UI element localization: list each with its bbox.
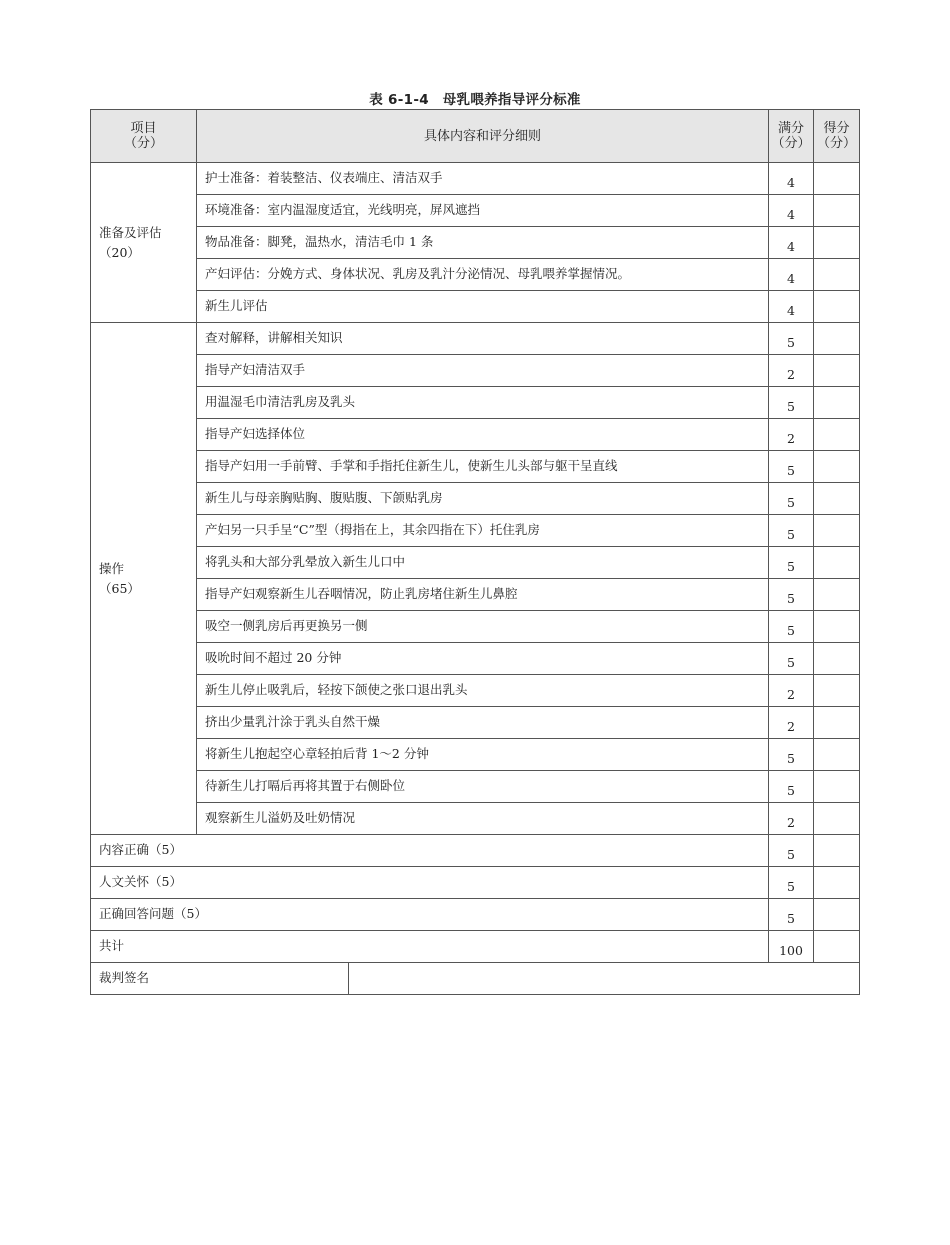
summary-label: 共计 [91, 931, 769, 963]
full-score: 2 [769, 707, 814, 739]
header-got-score: 得分 （分） [814, 110, 860, 163]
full-score: 5 [769, 643, 814, 675]
criterion-text: 指导产妇清洁双手 [197, 355, 769, 387]
full-score: 5 [769, 387, 814, 419]
full-score: 5 [769, 515, 814, 547]
criterion-text: 护士准备：着装整洁、仪表端庄、清洁双手 [197, 163, 769, 195]
full-score: 5 [769, 771, 814, 803]
criterion-text: 产妇另一只手呈“C”型（拇指在上，其余四指在下）托住乳房 [197, 515, 769, 547]
full-score: 2 [769, 355, 814, 387]
criterion-text: 待新生儿打嗝后再将其置于右侧卧位 [197, 771, 769, 803]
table-body [91, 163, 860, 995]
criterion-text: 吸空一侧乳房后再更换另一侧 [197, 611, 769, 643]
table-row [91, 515, 860, 547]
got-score-cell[interactable] [814, 707, 860, 739]
got-score-cell[interactable] [814, 643, 860, 675]
got-score-cell[interactable] [814, 483, 860, 515]
full-score: 5 [769, 547, 814, 579]
full-score: 5 [769, 483, 814, 515]
table-row [91, 451, 860, 483]
table-row [91, 739, 860, 771]
got-score-cell[interactable] [814, 835, 860, 867]
table-row [91, 195, 860, 227]
table-row [91, 771, 860, 803]
got-score-cell[interactable] [814, 227, 860, 259]
got-score-cell[interactable] [814, 163, 860, 195]
got-score-cell[interactable] [814, 675, 860, 707]
table-row [91, 643, 860, 675]
got-score-cell[interactable] [814, 291, 860, 323]
got-score-cell[interactable] [814, 515, 860, 547]
group-name: 准备及评估 [99, 224, 162, 240]
table-row [91, 675, 860, 707]
header-content: 具体内容和评分细则 [197, 110, 769, 163]
signature-row [91, 963, 860, 995]
got-score-cell[interactable] [814, 323, 860, 355]
table-row [91, 483, 860, 515]
table-row [91, 387, 860, 419]
table-caption: 表 6-1-4 母乳喂养指导评分标准 [369, 92, 581, 108]
got-score-cell[interactable] [814, 195, 860, 227]
summary-row [91, 899, 860, 931]
criterion-text: 挤出少量乳汁涂于乳头自然干燥 [197, 707, 769, 739]
table-row [91, 707, 860, 739]
criterion-text: 查对解释，讲解相关知识 [197, 323, 769, 355]
got-score-cell[interactable] [814, 355, 860, 387]
full-score: 5 [769, 739, 814, 771]
table-row [91, 419, 860, 451]
header-item: 项目 （分） [91, 110, 197, 163]
criterion-text: 将乳头和大部分乳晕放入新生儿口中 [197, 547, 769, 579]
group-total: （20） [99, 244, 140, 260]
table-row [91, 579, 860, 611]
got-score-cell[interactable] [814, 547, 860, 579]
signature-label: 裁判签名 [91, 963, 349, 995]
criterion-text: 新生儿与母亲胸贴胸、腹贴腹、下颌贴乳房 [197, 483, 769, 515]
got-score-cell[interactable] [814, 931, 860, 963]
header-full-score: 满分 （分） [769, 110, 814, 163]
got-score-cell[interactable] [814, 771, 860, 803]
full-score: 5 [769, 579, 814, 611]
group-name: 操作 [99, 560, 125, 576]
criterion-text: 用温湿毛巾清洁乳房及乳头 [197, 387, 769, 419]
summary-row [91, 867, 860, 899]
full-score: 4 [769, 163, 814, 195]
full-score: 5 [769, 451, 814, 483]
full-score: 2 [769, 675, 814, 707]
table-row [91, 291, 860, 323]
table-row [91, 163, 860, 195]
full-score: 4 [769, 227, 814, 259]
table-row [91, 355, 860, 387]
got-score-cell[interactable] [814, 579, 860, 611]
criterion-text: 环境准备：室内温湿度适宜，光线明亮，屏风遮挡 [197, 195, 769, 227]
got-score-cell[interactable] [814, 387, 860, 419]
full-score: 5 [769, 323, 814, 355]
got-score-cell[interactable] [814, 611, 860, 643]
group-label [91, 323, 197, 835]
criterion-text: 新生儿评估 [197, 291, 769, 323]
got-score-cell[interactable] [814, 803, 860, 835]
summary-label: 正确回答问题（5） [91, 899, 769, 931]
got-score-cell[interactable] [814, 419, 860, 451]
criterion-text: 指导产妇选择体位 [197, 419, 769, 451]
table-row [91, 323, 860, 355]
summary-label: 人文关怀（5） [91, 867, 769, 899]
table-row [91, 259, 860, 291]
full-score: 2 [769, 419, 814, 451]
criterion-text: 新生儿停止吸乳后，轻按下颌使之张口退出乳头 [197, 675, 769, 707]
full-score: 5 [769, 835, 814, 867]
got-score-cell[interactable] [814, 867, 860, 899]
summary-label: 内容正确（5） [91, 835, 769, 867]
table-row [91, 611, 860, 643]
full-score: 5 [769, 611, 814, 643]
summary-row [91, 835, 860, 867]
got-score-cell[interactable] [814, 899, 860, 931]
group-total: （65） [99, 580, 140, 596]
group-label [91, 163, 197, 323]
full-score: 100 [769, 931, 814, 963]
criterion-text: 将新生儿抱起空心章轻拍后背 1～2 分钟 [197, 739, 769, 771]
table-header-row [91, 110, 860, 163]
got-score-cell[interactable] [814, 739, 860, 771]
full-score: 2 [769, 803, 814, 835]
summary-row [91, 931, 860, 963]
criterion-text: 指导产妇观察新生儿吞咽情况，防止乳房堵住新生儿鼻腔 [197, 579, 769, 611]
got-score-cell[interactable] [814, 451, 860, 483]
criterion-text: 吸吮时间不超过 20 分钟 [197, 643, 769, 675]
criterion-text: 指导产妇用一手前臂、手掌和手指托住新生儿，使新生儿头部与躯干呈直线 [197, 451, 769, 483]
full-score: 4 [769, 291, 814, 323]
table-row [91, 547, 860, 579]
criterion-text: 产妇评估：分娩方式、身体状况、乳房及乳汁分泌情况、母乳喂养掌握情况。 [197, 259, 769, 291]
table-row [91, 803, 860, 835]
scoring-table [90, 109, 860, 995]
criterion-text: 物品准备：脚凳，温热水，清洁毛巾 1 条 [197, 227, 769, 259]
criterion-text: 观察新生儿溢奶及吐奶情况 [197, 803, 769, 835]
got-score-cell[interactable] [814, 259, 860, 291]
table-row [91, 227, 860, 259]
full-score: 5 [769, 899, 814, 931]
full-score: 4 [769, 259, 814, 291]
signature-field[interactable] [349, 963, 860, 995]
full-score: 4 [769, 195, 814, 227]
full-score: 5 [769, 867, 814, 899]
